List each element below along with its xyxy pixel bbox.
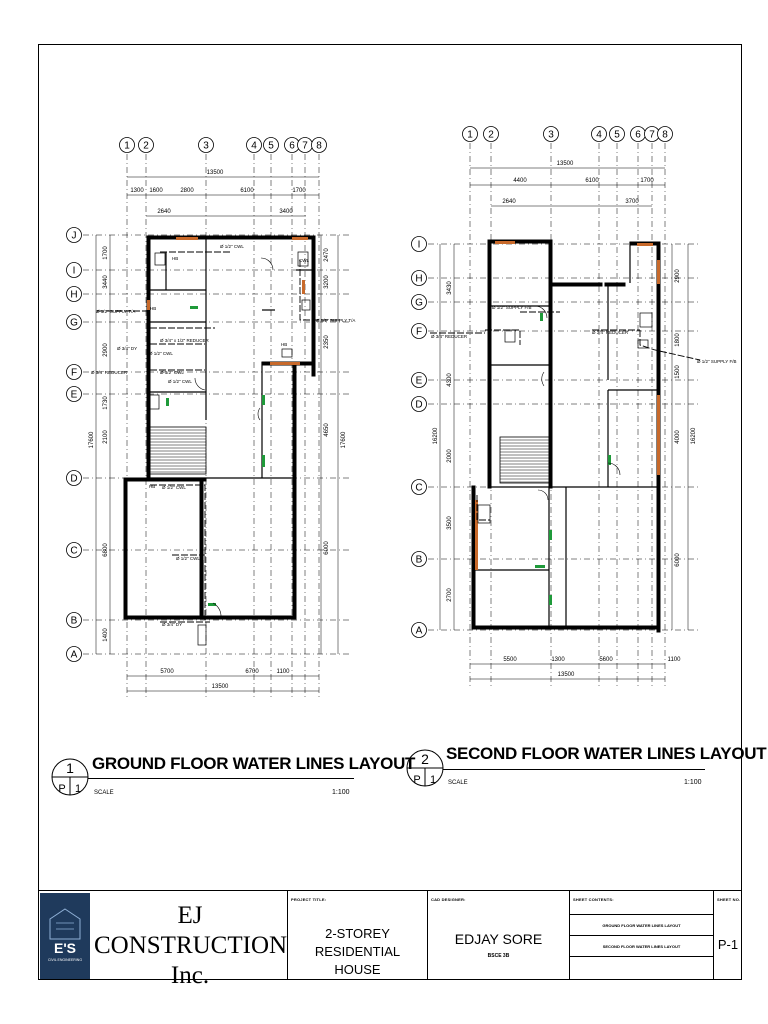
grid-label-column: 4 xyxy=(596,129,602,141)
wall xyxy=(472,486,475,628)
dimension-text: 13500 xyxy=(211,684,229,690)
dimension-text: 1500 xyxy=(675,365,681,379)
grid-label-column: 8 xyxy=(316,140,322,152)
sheet-number-label: SHEET NO. xyxy=(717,897,741,902)
grid-label-row: E xyxy=(415,375,423,387)
dimension-text: 1300 xyxy=(130,188,144,194)
dimension-text: 2000 xyxy=(447,449,453,463)
grid-label-row: G xyxy=(70,317,78,329)
pipe-label: HB xyxy=(150,306,157,311)
dimension-text: 3400 xyxy=(279,209,293,215)
sheet-number: P-1 xyxy=(717,937,739,952)
cad-designer: EDJAY SORE xyxy=(454,931,543,947)
dimension-text: 1100 xyxy=(667,657,681,663)
pipe-label: Ø 1/2" CWL xyxy=(160,370,184,375)
dimension-text: 5700 xyxy=(160,669,174,675)
wall-accent xyxy=(270,362,300,365)
wall xyxy=(124,616,296,619)
view-title-underline-2 xyxy=(443,769,705,770)
wall xyxy=(147,236,315,239)
view-number-2: 2 xyxy=(421,751,429,767)
wall xyxy=(124,478,127,618)
water-line xyxy=(150,485,205,620)
title-block xyxy=(38,890,742,989)
sheet-contents-cell xyxy=(569,891,713,980)
door-accent xyxy=(262,395,265,405)
dimension-text: 3700 xyxy=(625,199,639,205)
plumbing-fixture xyxy=(505,330,515,342)
dimension-text: 1700 xyxy=(292,188,306,194)
pipe-label: Ø 1/2" CWL xyxy=(220,244,244,249)
dimension-text: 2900 xyxy=(103,343,109,357)
grid-label-column: 3 xyxy=(203,140,209,152)
dimension-text: 6800 xyxy=(103,543,109,557)
dimension-text: 17600 xyxy=(341,431,347,449)
dimension-text: 6100 xyxy=(585,178,599,184)
dimension-text: 2350 xyxy=(324,335,330,349)
water-line xyxy=(640,330,700,360)
wall-accent xyxy=(657,395,660,475)
stair xyxy=(150,427,206,474)
dimension-text: 13500 xyxy=(556,161,574,167)
dimension-text: 3430 xyxy=(447,281,453,295)
dimension-text: 1300 xyxy=(551,657,565,663)
wall-accent xyxy=(657,260,660,284)
company-name-line2: Inc. xyxy=(170,962,210,989)
grid-label-column: 1 xyxy=(467,129,473,141)
sheet-content-item: SECOND FLOOR WATER LINES LAYOUT xyxy=(570,935,713,956)
project-title-cell xyxy=(287,891,427,980)
dimension-text: 2900 xyxy=(675,269,681,283)
grid-label-row: J xyxy=(71,230,77,242)
dimension-text: 6000 xyxy=(675,553,681,567)
grid-label-column: 2 xyxy=(143,140,149,152)
pipe-label: CWL xyxy=(299,258,309,263)
dimension-text: 16200 xyxy=(691,427,697,445)
dimension-text: 2800 xyxy=(180,188,194,194)
view-ref-2: P xyxy=(413,774,421,786)
pipe-label: Ø 3/4" x 1/2" REDUCER xyxy=(160,338,209,343)
scale-value-2: 1:100 xyxy=(684,779,702,786)
grid-label-row: H xyxy=(70,289,78,301)
door-accent xyxy=(208,603,216,606)
second-floor-plan xyxy=(405,120,737,700)
dimension-text: 1700 xyxy=(103,246,109,260)
pipe-label: Ø 1/2" CWL xyxy=(149,351,173,356)
cad-designer-label: CAD DESIGNER: xyxy=(431,897,466,902)
view-title-second: SECOND FLOOR WATER LINES LAYOUT xyxy=(446,744,767,763)
grid-label-row: D xyxy=(70,473,78,485)
pipe-label: Ø 1/2" SUPPLY T/A xyxy=(316,318,356,323)
project-title-label: PROJECT TITLE: xyxy=(291,897,327,902)
dimension-text: 4000 xyxy=(675,430,681,444)
grid-label-row: F xyxy=(415,326,423,338)
pipe-label: Ø 3/4" REDUCER xyxy=(592,330,629,335)
grid-label-column: 4 xyxy=(251,140,257,152)
grid-label-row: F xyxy=(70,367,78,379)
door-accent xyxy=(549,595,552,605)
view-title-ground: GROUND FLOOR WATER LINES LAYOUT xyxy=(92,754,416,773)
company-logo xyxy=(40,893,90,979)
grid-label-column: 6 xyxy=(635,129,641,141)
dimension-text: 3500 xyxy=(447,516,453,530)
cad-designer-cell xyxy=(427,891,569,980)
company-name xyxy=(94,901,286,991)
logo-subtext: CIVIL ENGINEERING xyxy=(47,958,83,962)
view-marker-2 xyxy=(405,740,445,800)
dimension-text: 1700 xyxy=(640,178,654,184)
pipe-label: Ø 1/2" CWL xyxy=(168,379,192,384)
grid-label-row: B xyxy=(70,615,78,627)
pipe-label: Ø 1/2" CWL xyxy=(162,485,186,490)
dimension-text: 1730 xyxy=(103,396,109,410)
door-swing xyxy=(258,408,260,420)
pipe-label: Ø 3/4" REDUCER xyxy=(431,334,468,339)
dimension-text: 1800 xyxy=(675,333,681,347)
grid-label-row: E xyxy=(70,389,78,401)
dimension-text: 13500 xyxy=(206,170,224,176)
wall xyxy=(293,362,296,618)
dimension-text: 2640 xyxy=(157,209,171,215)
grid-label-row: H xyxy=(415,273,423,285)
door-accent xyxy=(262,455,265,467)
grid-label-column: 8 xyxy=(662,129,668,141)
sheet-content-item: GROUND FLOOR WATER LINES LAYOUT xyxy=(570,914,713,935)
grid-label-column: 2 xyxy=(488,129,494,141)
grid-label-column: 7 xyxy=(649,129,655,141)
water-line xyxy=(477,495,490,520)
grid-label-row: C xyxy=(70,545,78,557)
dimension-text: 5600 xyxy=(599,657,613,663)
view-sheet-index-2: 1 xyxy=(429,774,437,786)
plumbing-fixture xyxy=(155,253,165,265)
wall xyxy=(312,236,315,376)
grid-label-column: 3 xyxy=(548,129,554,141)
grid-label-column: 7 xyxy=(302,140,308,152)
grid-label-column: 5 xyxy=(268,140,274,152)
dimension-text: 17600 xyxy=(89,431,95,449)
grid-label-row: C xyxy=(415,482,423,494)
dimension-text: 13500 xyxy=(557,672,575,678)
view-title-underline-1 xyxy=(88,778,354,779)
dimension-text: 1600 xyxy=(149,188,163,194)
pipe-label: Ø 1/2" SUPPLY F/B xyxy=(492,305,532,310)
scale-value-1: 1:100 xyxy=(332,789,350,796)
door-swing xyxy=(538,490,548,500)
door-accent xyxy=(549,530,552,540)
sheet-contents-label: SHEET CONTENTS: xyxy=(573,897,614,902)
grid-label-row: I xyxy=(72,265,76,277)
dimension-text: 2700 xyxy=(447,588,453,602)
dimension-text: 6700 xyxy=(245,669,259,675)
grid-label-row: B xyxy=(415,554,423,566)
pipe-label: Ø 3/4" DY xyxy=(117,346,138,351)
wall-accent xyxy=(292,237,308,240)
project-title: 2-STOREY RESIDENTIAL HOUSE xyxy=(314,926,401,977)
dimension-text: 1400 xyxy=(103,628,109,642)
grid-label-row: G xyxy=(415,297,423,309)
company-name-line1: EJ CONSTRUCTION xyxy=(94,902,288,959)
wall-accent xyxy=(302,280,305,294)
wall xyxy=(472,626,660,629)
dimension-text: 4650 xyxy=(324,423,330,437)
dimension-text: 6100 xyxy=(240,188,254,194)
pipe-label: Ø 3/4" DY xyxy=(162,622,183,627)
plumbing-fixture xyxy=(198,625,206,645)
water-line xyxy=(300,260,340,320)
pipe-label: HB xyxy=(172,256,179,261)
wall xyxy=(488,240,491,488)
dimension-text: 6000 xyxy=(324,541,330,555)
wall-accent xyxy=(475,500,478,570)
pipe-label: Ø 3/4" REDUCER xyxy=(91,370,128,375)
wall-accent xyxy=(176,237,198,240)
view-number-1: 1 xyxy=(66,760,74,776)
wall xyxy=(552,283,602,286)
wall xyxy=(549,242,552,488)
door-accent xyxy=(166,398,169,406)
scale-label-2: SCALE xyxy=(448,780,468,786)
grid-label-row: I xyxy=(417,239,421,251)
view-ref-1: P xyxy=(58,783,66,795)
view-sheet-index-1: 1 xyxy=(74,783,82,795)
grid-label-row: D xyxy=(415,399,423,411)
dimension-text: 1100 xyxy=(276,669,290,675)
pipe-label: Ø 1/2" CWL xyxy=(176,556,200,561)
plumbing-fixture xyxy=(302,300,310,310)
dimension-text: 2470 xyxy=(324,248,330,262)
sheet-number-cell xyxy=(713,891,742,980)
dimension-text: 2640 xyxy=(502,199,516,205)
dimension-text: 2100 xyxy=(103,430,109,444)
grid-label-row: A xyxy=(70,649,78,661)
pipe-label: Ø 1/2" SUPPLY F/B xyxy=(697,359,737,364)
grid-label-column: 6 xyxy=(289,140,295,152)
door-accent xyxy=(535,565,545,568)
pipe-label: HB xyxy=(149,484,156,489)
scale-label-1: SCALE xyxy=(94,790,114,796)
plumbing-fixture xyxy=(640,313,652,327)
grid-label-row: A xyxy=(415,625,423,637)
dimension-text: 3440 xyxy=(103,275,109,289)
sheet-content-blank xyxy=(570,956,713,977)
door-swing xyxy=(195,378,205,390)
course: BSCE 3B xyxy=(487,953,510,959)
pipe-label: Ø 1/2" SUPPLY T/A xyxy=(96,309,136,314)
door-accent xyxy=(190,306,198,309)
ground-floor-plan xyxy=(60,130,370,710)
grid-label-column: 1 xyxy=(124,140,130,152)
dimension-text: 5500 xyxy=(503,657,517,663)
door-accent xyxy=(540,313,543,321)
pipe-label: HB xyxy=(281,342,288,347)
grid-label-column: 5 xyxy=(614,129,620,141)
dimension-text: 4300 xyxy=(447,373,453,387)
plumbing-fixture xyxy=(282,349,292,357)
dimension-text: 3200 xyxy=(324,275,330,289)
view-marker-1 xyxy=(50,750,90,800)
wall-accent xyxy=(495,241,515,244)
wall-accent xyxy=(637,243,653,246)
dimension-text: 16200 xyxy=(433,427,439,445)
dimension-text: 4400 xyxy=(513,178,527,184)
door-swing xyxy=(542,372,544,386)
logo-text: E'S xyxy=(53,940,77,956)
